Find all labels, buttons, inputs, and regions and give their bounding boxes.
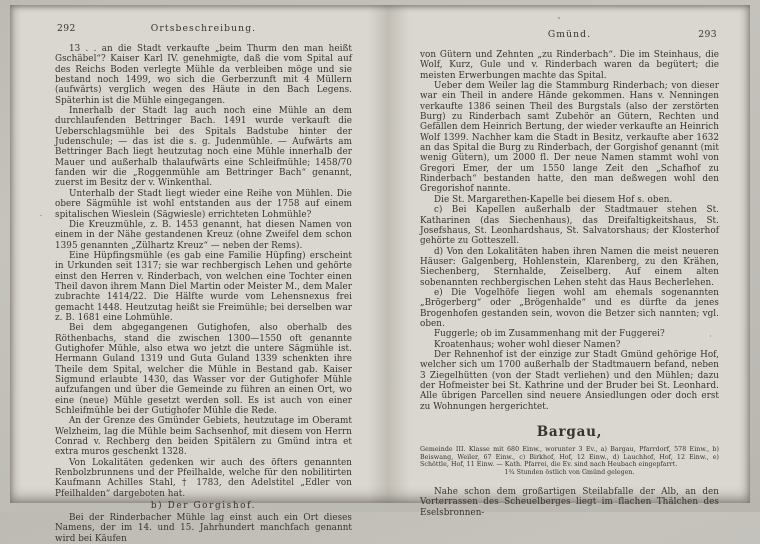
paragraph: c) Bei Kapellen außerhalb der Stadtmauer stehen St. Katharinen (das Siechenhaus), das Dreifaltigkeitshaus, St. Josefshaus, St. Leonhardshaus, St. Salvatorshaus; der Klosterhof gehörte zu Gotteszell.	[420, 205, 719, 247]
paragraph: Bei der Rinderbacher Mühle lag einst auch ein Ort dieses Namens, der im 14. und 15. Jahrhundert manchfach genannt wird bei Käufen	[55, 513, 352, 544]
right-page-number: 293	[698, 29, 717, 40]
paragraph: Der Rehnenhof ist der einzige zur Stadt Gmünd gehörige Hof, welcher sich um 1700 außerhalb der Stadtmauern befand, neben 3 Ziegelhütten (von der Stadt verliehen) und den Mühlen; dazu der Hofmeister bei St. Kathrine und der Bruder bei St. Leonhard. Alle übrigen Parcellen sind neuere Ansiedlungen oder doch erst zu Wohnungen hergerichtet.	[420, 349, 719, 412]
paragraph: Unterhalb der Stadt liegt wieder eine Reihe von Mühlen. Die obere Sägmühle ist wohl entstanden aus der 1758 auf einem spitalischen Wieslein (Sägwiesle) errichteten Lohmühle?	[55, 188, 352, 220]
paragraph: Die Kreuzmühle, z. B. 1453 genannt, hat diesen Namen von einem in der Nähe gestandenen Kreuz (ohne Zweifel dem schon 1395 genannten „Zülhartz Kreuz“ — neben der Rems).	[55, 219, 352, 251]
scan-speck	[710, 335, 711, 337]
paragraph: Von Lokalitäten gedenken wir auch des öfters genannten Renbolzbrunnens und der Pfeilhalde, welche für den nobilitirten Kaufmann Achilles Stahl, † 1783, den Adelstitel „Edler von Pfeilhalden“ dargeboten hat.	[55, 457, 352, 499]
paragraph: e) Die Vogelhöfe liegen wohl am ehemals sogenannten „Brögerberg“ oder „Brögenhalde“ und es dürfte da jenes Brogenhofen gestanden sein, wovon die Betzer sich nannten; vgl. oben.	[420, 287, 719, 329]
right-running-header: Gmünd.	[547, 29, 592, 40]
paragraph: 13 . . an die Stadt verkaufte „beim Thurm den man heißt Gschäbel“? Kaiser Karl IV. genehmigte, daß die vom Spital auf des Reichs Boden verlegte Mühle da verbleiben möge und sie bestand noch 1499, wo sich die Gerberzunft mit 4 Müllern (aufwärts) verglich wegen des Häute in den Bach Legens. Späterhin ist die Mühle eingegangen.	[55, 44, 352, 106]
right-running-header-row	[420, 29, 719, 43]
commune-statistics-footer: 1¾ Stunden östlich von Gmünd gelegen.	[504, 469, 635, 477]
paragraph: Fuggerle; ob im Zusammenhang mit der Fuggerei?	[434, 329, 665, 340]
paragraph: Die St. Margarethen-Kapelle bei diesem Hof s. oben.	[434, 194, 673, 205]
scan-speck	[558, 17, 560, 19]
paragraph: Ueber dem Weiler lag die Stammburg Rinderbach; von dieser war ein Theil in andere Hände gekommen. Hans v. Nenningen verkaufte 1386 seinen Theil des Burgstals (also der zerstörten Burg) zu Rinderbach samt Zubehör an Gütern, Rechten und Gefällen dem Heinrich Bertung, der wieder verkaufte an Heinrich Wolf 1399. Nachher kam die Stadt in Besitz, verkaufte aber 1632 an das Spital die Burg zu Rinderbach, der Gorgishof genannt (mit wenig Gütern), um 2000 fl. Der neue Namen stammt wohl von Gregori Emer, der um 1550 lange Zeit den „Schafhof zu Rinderbach“ bestanden hatte, den man deßwegen wohl den Gregorishof nannte.	[420, 81, 719, 195]
right-page	[420, 29, 719, 518]
left-page-number: 292	[57, 23, 76, 34]
left-page	[55, 23, 352, 544]
book-spread	[10, 5, 750, 544]
paragraph: von Gütern und Zehnten „zu Rinderbach“. Die im Steinhaus, die Wolf, Kurz, Gule und v. Rinderbach waren da begütert; die meisten Erwerbungen machte das Spital.	[420, 50, 719, 81]
paragraph: Nahe schon dem großartigen Steilabfalle der Alb, an den Vorterrassen des Scheuelberges liegt im flachen Thälchen des Eselsbronnen-	[420, 486, 719, 518]
section-heading-bargau: Bargau,	[536, 424, 603, 441]
left-running-header-row	[55, 23, 352, 37]
left-running-header: Ortsbeschreibung.	[150, 23, 257, 34]
gutter-shadow	[368, 5, 410, 503]
paragraph: Innerhalb der Stadt lag auch noch eine Mühle an dem durchlaufenden Bettringer Bach. 1491 wurde verkauft die Ueberschlagsmühle bei des Spitals Badstube hinter der Judenschule; — das ist die s. g. Judenmühle. — Aufwärts am Bettringer Bach liegt heutzutag noch eine Mühle innerhalb der Mauer und außerhalb thalaufwärts eine Schleifmühle; 1458/70 fanden wir die „Roggenmühle am Bettringer Bach“ genannt, zuerst im Besitz der v. Winkenthal.	[55, 106, 352, 189]
paragraph: Eine Hüpfingsmühle (es gab eine Familie Hüpfing) erscheint in Urkunden seit 1317; sie war rechbergisch Lehen und gehörte einst den Herren v. Rinderbach, von welchen eine Tochter einen Theil davon ihrem Mann Diel Martin oder Meister M., dem Maler zubrachte 1414/22. Die Hälfte wurde vom Lehensnexus frei gemacht 1448. Heutzutag heißt sie Freimühle; bei derselben war z. B. 1681 eine Lohmühle.	[55, 250, 352, 323]
paragraph: Kroatenhaus; woher wohl dieser Namen?	[434, 339, 621, 350]
commune-statistics-note: Gemeinde III. Klasse mit 680 Einw., worunter 3 Ev., a) Bargau, Pfarrdorf, 578 Einw., b) Beiswang, Weiler, 67 Einw., c) Birkhof, Hof, 12 Einw., d) Lauchhof, Hof, 12 Einw., e) Schöttle, Hof, 11 Einw. — Kath. Pfarrei, die Ev. sind nach Heubach eingepfarrt.	[420, 446, 719, 469]
scan-speck	[40, 215, 42, 216]
paragraph: Bei dem abgegangenen Gutighofen, also oberhalb des Röthenbachs, stand die zwischen 1300—1550 oft genannte Gutighofer Mühle, also etwa wo jetzt die untere Sägmühle ist. Hermann Guland 1319 und Guta Guland 1339 schenkten ihre Theile dem Spital, welcher die Mühle in Bestand gab. Kaiser Sigmund erlaubte 1430, das Wasser vor der Gutighofer Mühle aufzufangen und über die Gemeinde zu führen an einen Ort, wo eine (neue) Mühle gesetzt werden soll. Es ist auch von einer Schleifmühle bei der Gutighofer Mühle die Rede.	[55, 323, 352, 417]
section-heading-gorgishof: b) Der Gorgishof.	[150, 501, 257, 512]
paragraph: d) Von den Lokalitäten haben ihren Namen die meist neueren Häuser: Galgenberg, Hohlenstein, Klarenberg, zu den Krähen, Siechenberg, Sternhalde, Zeiselberg. Auf einem alten sobenannten rechbergischen Lehen steht das Haus Becherlehen.	[420, 246, 719, 288]
paragraph: An der Grenze des Gmünder Gebiets, heutzutage im Oberamt Welzheim, lag die Mühle beim Sachsenhof, mit diesem von Herrn Conrad v. Rechberg den beiden Spitälern zu Gmünd intra et extra muros geschenkt 1328.	[55, 416, 352, 458]
